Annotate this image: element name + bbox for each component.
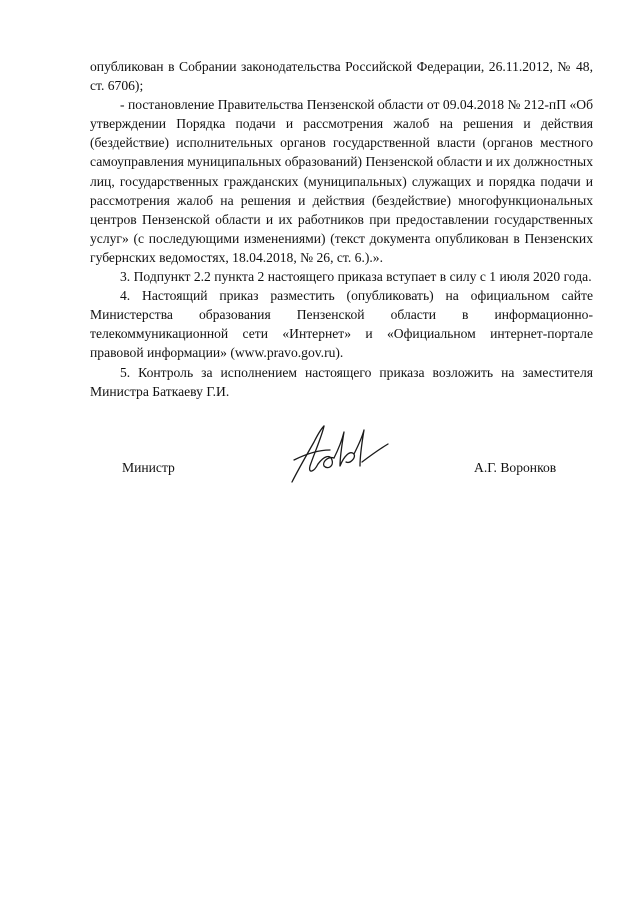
document-body — [90, 57, 593, 401]
paragraph-resolution-212pp: - постановление Правительства Пензенской области от 09.04.2018 № 212-пП «Об утверждении Порядка подачи и рассмотрения жалоб на решения и действия (бездействие) исполнительных органов государственной власти (органов местного самоуправления муниципальных образований) Пензенской области и их должностных лиц, государственных гражданских (муниципальных) служащих и порядка подачи и рассмотрения жалоб на решения и действия (бездействие) многофункциональных центров Пензенской области и их работников при предоставлении государственных услуг» (с последующими изменениями) (текст документа опубликован в Пензенских губернских ведомостях, 18.04.2018, № 26, ст. 6.).». — [90, 97, 593, 265]
handwritten-signature — [284, 420, 394, 492]
paragraph-item-4: 4. Настоящий приказ разместить (опубликовать) на официальном сайте Министерства образования Пензенской области в информационно-телекоммуникационной сети «Интернет» и «Официальном интернет-портале правовой информации» (www.pravo.gov.ru). — [90, 288, 593, 361]
paragraph-publication-note: опубликован в Собрании законодательства Российской Федерации, 26.11.2012, № 48, ст. 6706); — [90, 59, 593, 94]
paragraph-item-5: 5. Контроль за исполнением настоящего приказа возложить на заместителя Министра Баткаеву Г.И. — [90, 364, 593, 399]
paragraph-item-3: 3. Подпункт 2.2 пункта 2 настоящего приказа вступает в силу с 1 июля 2020 года. — [120, 269, 592, 285]
signature-block — [0, 450, 640, 510]
signatory-name: А.Г. Воронков — [474, 460, 557, 475]
signatory-title: Министр — [122, 460, 175, 475]
